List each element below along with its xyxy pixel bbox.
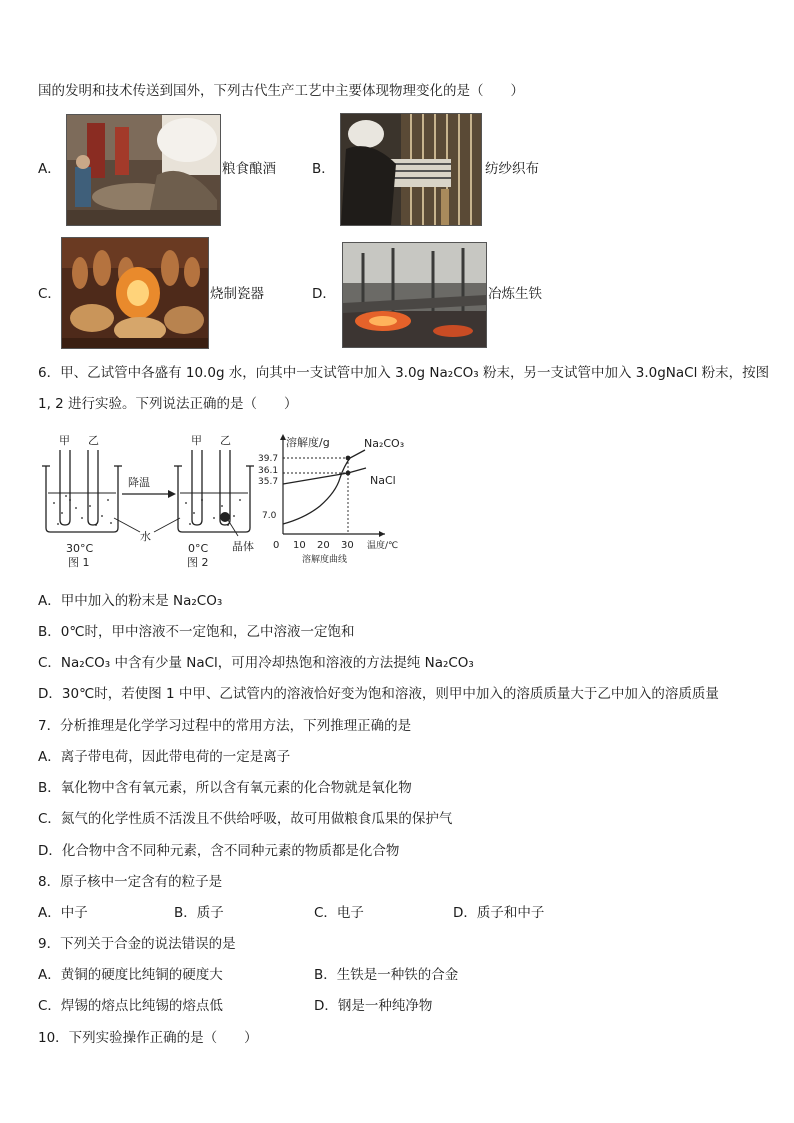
q5-option-c-letter: C． xyxy=(38,286,61,302)
xtick-0: 0 xyxy=(273,540,280,551)
q9-option-a: A．黄铜的硬度比纯铜的硬度大 xyxy=(38,967,223,983)
q6-option-c: C．Na₂CO₃ 中含有少量 NaCl，可用冷却热饱和溶液的方法提纯 Na₂CO₃ xyxy=(38,655,474,671)
q5-option-a-caption: 粮食酿酒 xyxy=(222,161,276,177)
curve-xlabel: 温度/℃ xyxy=(367,541,399,551)
q7-option-a: A．离子带电荷，因此带电荷的一定是离子 xyxy=(38,749,291,765)
porcelain-kiln-photo xyxy=(61,237,209,349)
arrow-label: 降温 xyxy=(128,476,150,489)
q10-stem: 10．下列实验操作正确的是（ ） xyxy=(38,1030,258,1046)
xtick-20: 20 xyxy=(317,540,330,551)
water-label: 水 xyxy=(140,530,151,543)
fig2-beaker xyxy=(174,466,254,532)
fig1-tube-yi xyxy=(88,450,98,525)
series-label-nacl: NaCl xyxy=(370,474,396,487)
q9-option-d: D．钢是一种纯净物 xyxy=(314,998,433,1014)
q5-option-b-caption: 纺纱织布 xyxy=(485,161,539,177)
q6-stem-line1: 6．甲、乙试管中各盛有 10.0g 水，向其中一支试管中加入 3.0g Na₂CO₃ 粉末，另一支试管中加入 3.0gNaCl 粉末，按图 xyxy=(38,365,770,381)
q7-stem: 7．分析推理是化学学习过程中的常用方法，下列推理正确的是 xyxy=(38,718,412,734)
q5-option-d-caption: 冶炼生铁 xyxy=(488,286,542,302)
iron-smelting-photo xyxy=(342,242,487,348)
q8-option-a: A．中子 xyxy=(38,905,88,921)
q6-option-d: D．30℃时，若使图 1 中甲、乙试管内的溶液恰好变为饱和溶液，则甲中加入的溶质质量大于乙中加入的溶质质量 xyxy=(38,686,719,702)
q8-option-d: D．质子和中子 xyxy=(453,905,545,921)
q9-option-c: C．焊锡的熔点比纯锡的熔点低 xyxy=(38,998,223,1014)
fig1-name: 图 1 xyxy=(68,556,90,568)
q8-option-b: B．质子 xyxy=(174,905,224,921)
q9-option-b: B．生铁是一种铁的合金 xyxy=(314,967,459,983)
q9-stem: 9．下列关于合金的说法错误的是 xyxy=(38,936,236,952)
q5-option-a-letter: A． xyxy=(38,161,61,177)
ytick-39-7: 39.7 xyxy=(258,454,279,464)
q7-option-d: D．化合物中含不同种元素，含不同种元素的物质都是化合物 xyxy=(38,843,400,859)
q6-option-a: A．甲中加入的粉末是 Na₂CO₃ xyxy=(38,593,223,609)
series-label-na2co3: Na₂CO₃ xyxy=(364,437,405,450)
ytick-36-1: 36.1 xyxy=(258,466,279,476)
fig1-beaker xyxy=(42,466,122,532)
q7-option-b: B．氧化物中含有氧元素，所以含有氧元素的化合物就是氧化物 xyxy=(38,780,412,796)
curve-title: 溶解度曲线 xyxy=(302,555,348,565)
curve-nacl xyxy=(283,468,366,484)
q5-option-d-letter: D． xyxy=(312,286,336,302)
brewing-photo xyxy=(66,114,221,226)
fig2-name: 图 2 xyxy=(187,556,209,568)
q8-option-c: C．电子 xyxy=(314,905,364,921)
q8-stem: 8．原子核中一定含有的粒子是 xyxy=(38,874,223,890)
q5-stem: 国的发明和技术传送到国外，下列古代生产工艺中主要体现物理变化的是（ ） xyxy=(38,83,524,99)
fig1-temp: 30°C xyxy=(66,542,94,555)
fig1-label-jia: 甲 xyxy=(59,434,70,447)
q6-option-b: B．0℃时，甲中溶液不一定饱和，乙中溶液一定饱和 xyxy=(38,624,355,640)
weaving-photo xyxy=(340,113,482,226)
q5-option-c-caption: 烧制瓷器 xyxy=(210,286,264,302)
q7-option-c: C．氮气的化学性质不活泼且不供给呼吸，故可用做粮食瓜果的保护气 xyxy=(38,811,453,827)
q5-option-b-letter: B． xyxy=(312,161,335,177)
xtick-30: 30 xyxy=(341,540,354,551)
fig2-label-jia: 甲 xyxy=(191,434,202,447)
crystal-label: 晶体 xyxy=(232,540,254,553)
ytick-7-0: 7.0 xyxy=(262,511,277,521)
q6-figure xyxy=(40,428,420,572)
fig2-label-yi: 乙 xyxy=(220,434,231,447)
q6-stem-line2: 1, 2 进行实验。下列说法正确的是（ ） xyxy=(38,396,298,412)
ytick-35-7: 35.7 xyxy=(258,477,279,487)
fig1-label-yi: 乙 xyxy=(88,434,99,447)
fig2-temp: 0°C xyxy=(188,542,209,555)
curve-na2co3 xyxy=(283,450,365,524)
xtick-10: 10 xyxy=(293,540,306,551)
curve-ylabel: 溶解度/g xyxy=(286,436,330,449)
